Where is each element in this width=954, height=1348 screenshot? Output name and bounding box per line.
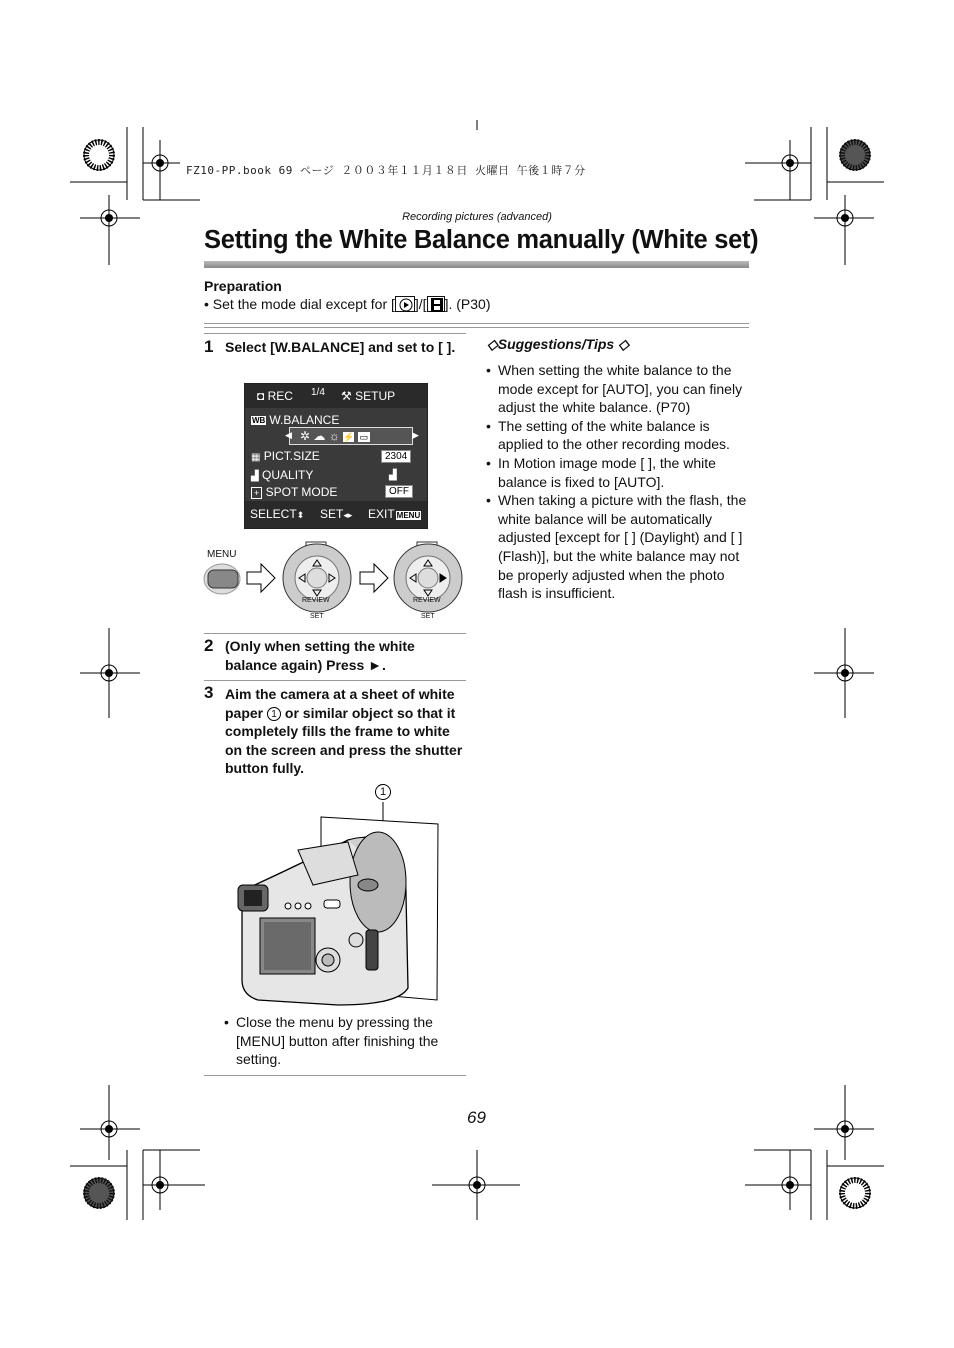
lcd-row-quality-label: QUALITY <box>262 468 314 482</box>
lcd-menu-screen <box>244 383 428 529</box>
quality-value-icon: ▟ <box>389 470 397 481</box>
lcd-row-spotmode-label: SPOT MODE <box>265 485 338 499</box>
list-item: • When taking a picture with the flash, the white balance will be automatically adjusted [except for [ ] (Daylight) and [ ] (Flash)], but the white balance may not be properly adjusted when the photo flash is insufficient. <box>486 491 754 603</box>
step-number: 3 <box>204 683 214 702</box>
lcd-tab-setup-label: SETUP <box>355 389 396 403</box>
arrow-right-icon <box>247 564 275 592</box>
step-divider <box>204 633 466 634</box>
step-2-text: (Only when setting the white balance again) Press ►. <box>225 638 415 673</box>
book-print-line: FZ10-PP.book 69 ページ ２００３年１１月１８日 火曜日 午後１時７分 <box>186 164 586 177</box>
page-number: 69 <box>467 1108 486 1127</box>
step-3-text <box>225 685 465 778</box>
page-title: Setting the White Balance manually (White set) <box>204 226 759 254</box>
step-divider <box>204 333 466 334</box>
lcd-row-wbalance <box>251 413 339 427</box>
set-label: SET <box>310 613 324 620</box>
preparation-heading: Preparation <box>204 278 282 294</box>
pictsize-value: 2304 <box>381 450 411 463</box>
callout-number-value: 1 <box>379 786 387 798</box>
set-label: SET <box>421 613 435 620</box>
lcd-set-hint <box>320 507 352 521</box>
lcd-row-wbalance-label: W.BALANCE <box>269 413 340 427</box>
preparation-text-c: ]. (P30) <box>444 296 491 312</box>
step-1-text: Select [W.BALANCE] and set to [ ]. <box>225 339 456 355</box>
lcd-select-label: SELECT <box>250 507 297 521</box>
arrow-right-icon <box>360 564 388 592</box>
motion-image-icon <box>427 296 445 312</box>
menu-button <box>204 564 240 594</box>
section-bottom-divider <box>204 1075 466 1076</box>
preparation-text-b: ]/[ <box>414 296 427 312</box>
list-item: • In Motion image mode [ ], the white balance is fixed to [AUTO]. <box>486 454 754 491</box>
lcd-tab-fraction: 1/4 <box>311 387 325 398</box>
step-number: 1 <box>204 337 214 356</box>
step-number: 2 <box>204 636 214 655</box>
playback-icon <box>395 296 415 312</box>
review-label: REVIEW <box>302 597 330 604</box>
callout-number <box>375 784 391 800</box>
circled-number-value: 1 <box>271 708 277 720</box>
divider <box>204 323 749 324</box>
lcd-tab-rec-label: REC <box>267 389 293 403</box>
preparation-text <box>204 296 490 312</box>
camera-illustration <box>228 800 443 1010</box>
quality-icon: ▟ <box>251 471 259 482</box>
step-3-text-a: Aim the camera at a sheet of white paper <box>225 686 455 721</box>
lcd-set-label: SET <box>320 507 344 521</box>
white-set-icon: ▭ <box>359 432 369 442</box>
control-sequence-diagram <box>200 532 470 624</box>
preparation-text-a: • Set the mode dial except for [ <box>204 296 395 312</box>
tips-heading: ◇Suggestions/Tips ◇ <box>487 336 629 352</box>
grid-icon: ▦ <box>251 452 261 463</box>
spot-icon: + <box>251 487 262 499</box>
lcd-exit-label: EXIT <box>368 507 395 521</box>
circled-number <box>267 707 281 721</box>
lcd-row-quality <box>251 468 313 482</box>
wrench-icon: ⚒ <box>341 389 352 403</box>
lcd-select-hint <box>250 507 304 521</box>
step-3-text-b: or similar object so that it completely fills the frame to white on the screen and press the shutter button fully. <box>225 704 463 777</box>
list-item: • The setting of the white balance is applied to the other recording modes. <box>486 417 754 454</box>
lcd-exit-hint <box>368 507 421 521</box>
camera-icon: ◘ <box>257 389 265 403</box>
menu-badge: MENU <box>396 511 421 520</box>
lcd-left-arrow: ◀ <box>285 430 292 440</box>
lcd-row-pictsize-label: PICT.SIZE <box>263 449 320 463</box>
wb-icon: WB <box>252 416 266 425</box>
spotmode-value: OFF <box>385 485 413 498</box>
section-label: Recording pictures (advanced) <box>402 211 552 223</box>
review-label: REVIEW <box>413 597 441 604</box>
list-item: • When setting the white balance to the mode except for [AUTO], you can finely adjust the white balance. (P70) <box>486 361 754 417</box>
divider <box>204 327 749 328</box>
title-underline <box>204 261 749 268</box>
lcd-right-arrow: ▶ <box>412 430 419 440</box>
lcd-row-pictsize <box>251 449 320 463</box>
step-divider <box>204 680 466 681</box>
lcd-row-spotmode <box>251 485 337 499</box>
wb-option-strip <box>289 427 413 445</box>
tips-list <box>486 361 754 603</box>
menu-button-label: MENU <box>207 549 237 560</box>
lcd-tab-rec <box>257 389 293 403</box>
close-menu-note: • Close the menu by pressing the [MENU] button after finishing the setting. <box>224 1013 464 1069</box>
updown-arrows-icon: ⬍ <box>296 510 305 520</box>
wb-option-icons: ✲ ☁ ☼ ⚡ ▭ <box>300 429 369 443</box>
lcd-tab-setup <box>341 389 395 403</box>
leftright-arrows-icon: ◂▸ <box>343 510 353 520</box>
